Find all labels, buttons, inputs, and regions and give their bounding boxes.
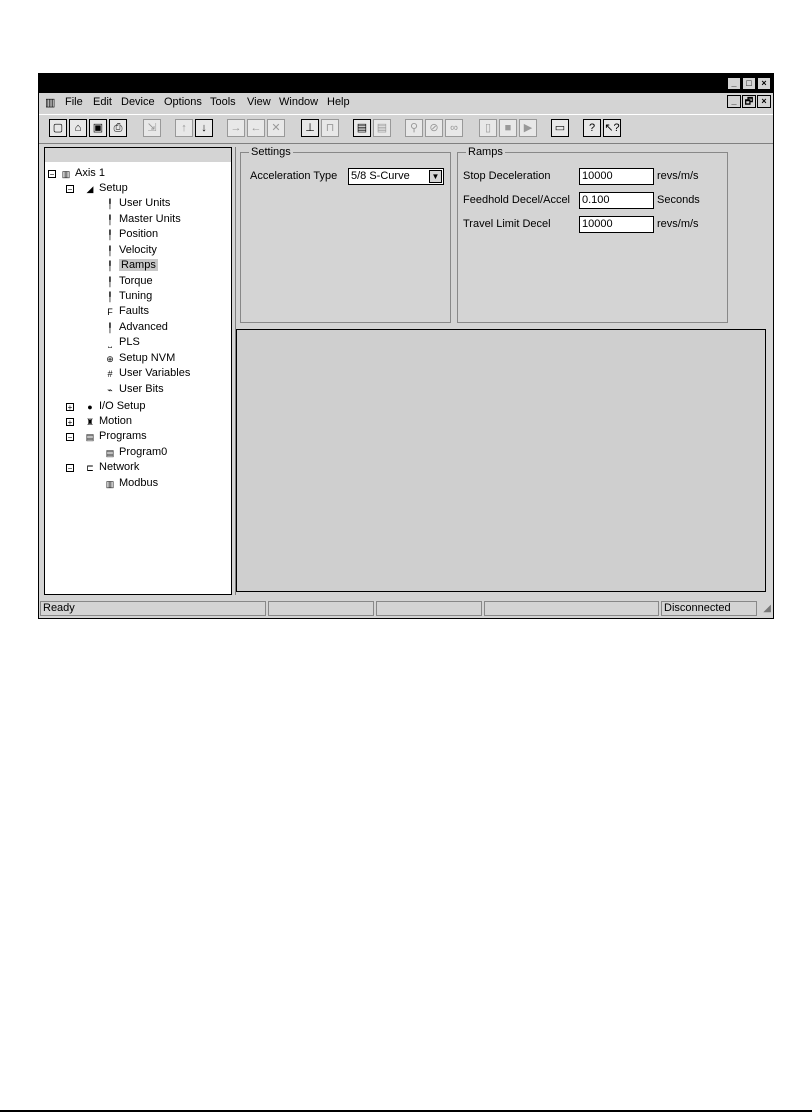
status-pane-2 [376,601,482,616]
menu-window[interactable]: Window [279,96,319,108]
collapse-programs-toggle[interactable]: − [67,433,73,442]
expand-motion-toggle[interactable]: + [67,418,73,427]
program-icon: ▤ [105,448,115,458]
toolbar [39,114,773,144]
tree-node-setup-nvm[interactable]: ⊕ Setup NVM [106,352,176,364]
new-icon[interactable]: ▢ [49,119,67,137]
expand-io-toggle[interactable]: + [67,403,73,412]
parameter-icon: ╿ [107,261,113,271]
pls-icon: ⎵ [108,338,112,348]
tree-node-user-bits[interactable]: ⌁ User Bits [105,383,164,396]
menu-view[interactable]: View [247,96,271,108]
motion-icon: ♜ [85,417,95,427]
acceleration-type-value: 5/8 S-Curve [351,170,410,182]
menu-edit[interactable]: Edit [93,96,112,108]
tree-node-user-units[interactable]: ╿ User Units [105,197,170,210]
title-bar [39,74,773,93]
tree-node-io-setup[interactable]: ● I/O Setup [85,400,145,413]
tree-node-torque[interactable]: ╿ Torque [105,275,153,288]
feedhold-unit: Seconds [657,194,700,206]
connection-status: Disconnected [661,601,757,616]
acceleration-type-label: Acceleration Type [250,170,338,182]
maximize-button[interactable]: □ [742,77,756,90]
program-icon[interactable]: ▤ [353,119,371,137]
child-minimize-button[interactable]: _ [727,95,741,108]
options-icon[interactable]: ⊘ [425,119,443,137]
remove-axis-icon[interactable]: ← [247,119,265,137]
stop-deceleration-unit: revs/m/s [657,170,699,182]
status-text: Ready [40,601,266,616]
status-pane-3 [484,601,659,616]
upload-icon[interactable]: ↑ [175,119,193,137]
parameter-icon: ╿ [107,292,113,302]
tree-node-pls[interactable]: ⎵ PLS [105,336,140,349]
resize-grip-icon[interactable]: ◢ [763,603,771,614]
parameter-icon: ╿ [107,215,113,225]
search-icon[interactable]: ⚲ [405,119,423,137]
program-alt-icon[interactable]: ▤ [373,119,391,137]
help-icon[interactable]: ? [583,119,601,137]
print-icon[interactable]: ⎙ [109,119,127,137]
drive-icon: ▥ [61,169,71,179]
tree-header [45,148,231,162]
tree-node-setup[interactable]: ◢ Setup [86,182,128,194]
parameter-icon: ╿ [107,323,113,333]
menu-help[interactable]: Help [327,96,350,108]
parameter-icon: ╿ [107,230,113,240]
download-icon[interactable]: ↓ [195,119,213,137]
travel-limit-input[interactable]: 10000 [579,216,654,233]
modbus-icon: ▥ [105,479,115,489]
menu-bar [39,94,773,112]
add-axis-icon[interactable]: → [227,119,245,137]
variables-icon: # [107,369,113,379]
child-window-controls [727,95,771,108]
app-icon[interactable]: ▥ [45,97,56,109]
parameter-icon: ╿ [107,246,113,256]
window-icon[interactable]: ▭ [551,119,569,137]
close-button[interactable]: × [757,77,771,90]
tree-node-network[interactable]: ⊏ Network [86,461,140,473]
menu-device[interactable]: Device [121,96,155,108]
save-icon[interactable]: ▣ [89,119,107,137]
settings-group-title: Settings [251,146,291,158]
feedhold-label: Feedhold Decel/Accel [463,194,571,206]
dropdown-arrow-icon[interactable]: ▼ [429,170,442,183]
collapse-network-toggle[interactable]: − [67,464,73,473]
tree-node-velocity[interactable]: ╿ Velocity [105,244,157,257]
io-icon: ● [87,402,93,412]
project-tree[interactable] [44,147,232,595]
glasses-icon[interactable]: ∞ [445,119,463,137]
programs-icon: ▤ [85,432,95,442]
context-help-icon[interactable]: ↖? [603,119,621,137]
minimize-button[interactable]: _ [727,77,741,90]
menu-file[interactable]: File [65,96,83,108]
page-bottom-rule [0,1110,812,1112]
stop-deceleration-label: Stop Deceleration [463,170,551,182]
run-icon[interactable]: ▶ [519,119,537,137]
parameter-icon: ╿ [107,277,113,287]
tree-node-position[interactable]: ╿ Position [105,228,158,241]
output-area [236,329,766,592]
window-controls [727,77,771,90]
status-bar [39,600,773,618]
import-icon[interactable]: ⇲ [143,119,161,137]
tree-node-axis[interactable]: ▥ Axis 1 [61,167,105,179]
tree-node-tuning[interactable]: ╿ Tuning [105,290,152,303]
delete-icon[interactable]: ✕ [267,119,285,137]
stop-icon[interactable]: ■ [499,119,517,137]
tree-node-motion[interactable]: ♜ Motion [85,415,133,427]
tree-node-programs[interactable]: ▤ Programs [85,430,147,442]
network-icon: ⊏ [86,463,94,473]
tree-node-advanced[interactable]: ╿ Advanced [105,321,168,334]
status-pane-1 [268,601,374,616]
compile-all-icon[interactable]: ⊓ [321,119,339,137]
application-window [38,73,774,619]
collapse-setup-toggle[interactable]: − [67,185,73,194]
disk-icon[interactable]: ▯ [479,119,497,137]
parameter-icon: ╿ [107,199,113,209]
tree-node-faults[interactable]: F Faults [105,305,149,318]
travel-limit-label: Travel Limit Decel [463,218,551,230]
compile-icon[interactable]: ⊥ [301,119,319,137]
nvm-icon: ⊕ [106,354,114,364]
tree-node-master-units[interactable]: ╿ Master Units [105,213,181,226]
travel-limit-unit: revs/m/s [657,218,699,230]
tree-node-ramps[interactable]: ╿ Ramps [105,259,158,272]
collapse-axis-toggle[interactable]: − [49,170,55,179]
main-panel [235,147,770,595]
menu-options[interactable]: Options [164,96,202,108]
tree-node-user-variables[interactable]: # User Variables [105,367,190,380]
fault-icon: F [107,307,113,317]
settings-group [240,146,451,323]
ramps-group-title: Ramps [468,146,503,158]
child-restore-button[interactable]: 🗗 [742,95,756,108]
acceleration-type-select[interactable] [348,168,444,185]
open-icon[interactable]: ⌂ [69,119,87,137]
menu-tools[interactable]: Tools [210,96,236,108]
ramps-group [457,146,728,323]
child-close-button[interactable]: × [757,95,771,108]
tree-node-program0[interactable]: ▤ Program0 [105,446,168,458]
stop-deceleration-input[interactable]: 10000 [579,168,654,185]
setup-icon: ◢ [86,184,94,194]
bits-icon: ⌁ [107,385,113,395]
feedhold-input[interactable]: 0.100 [579,192,654,209]
tree-node-modbus[interactable]: ▥ Modbus [105,477,159,489]
